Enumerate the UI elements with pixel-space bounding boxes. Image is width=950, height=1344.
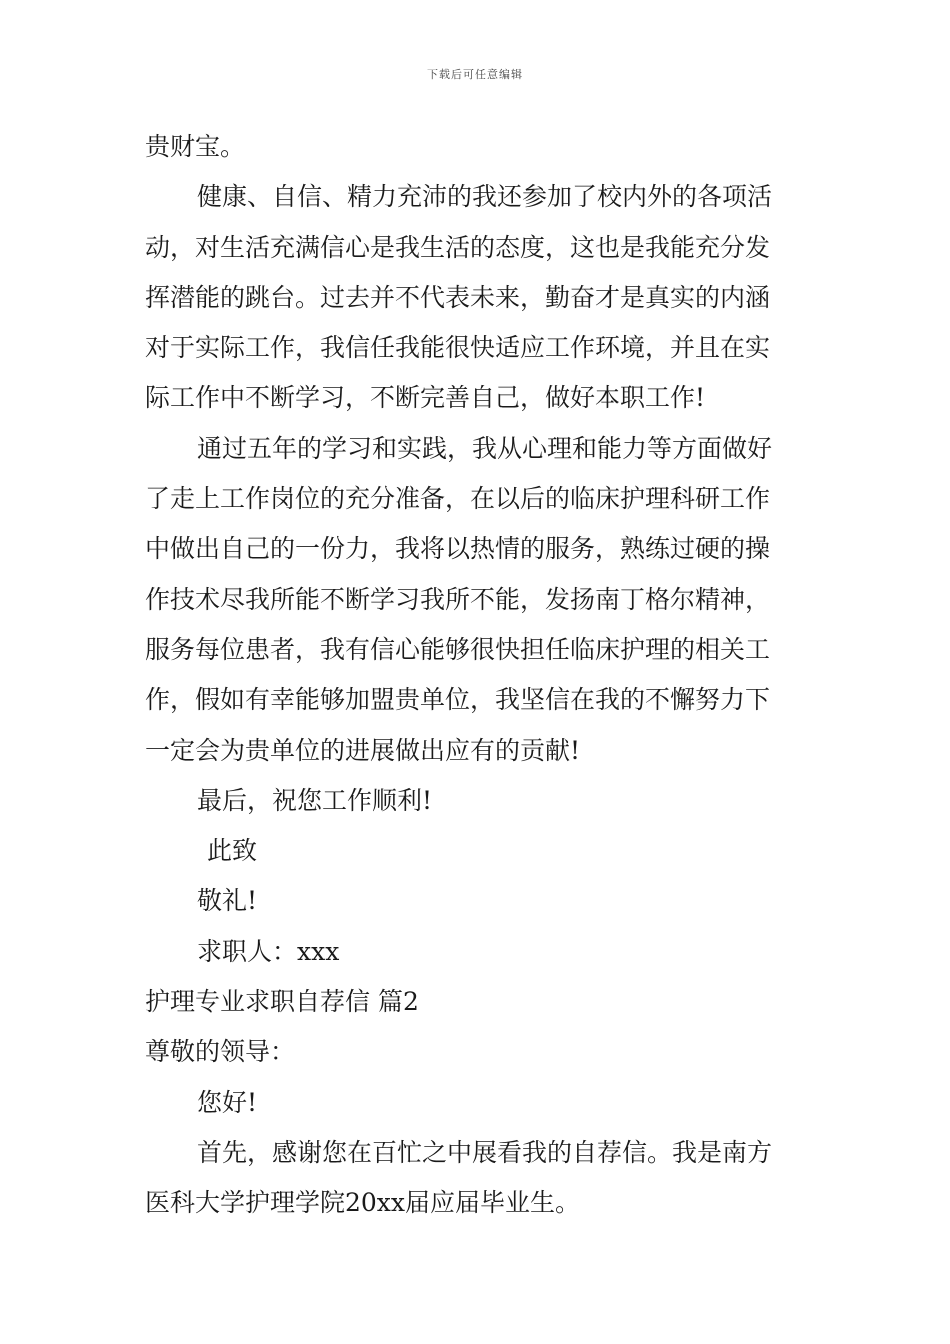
- signature-line: 求职人：xxx: [197, 936, 340, 966]
- paragraph-line: 作，假如有幸能够加盟贵单位，我坚信在我的不懈努力下: [145, 685, 771, 715]
- paragraph-line: 作技术尽我所能不断学习我所不能，发扬南丁格尔精神，: [145, 584, 771, 614]
- paragraph-line: 贵财宝。: [145, 132, 246, 161]
- paragraph-line: 对于实际工作，我信任我能很快适应工作环境，并且在实: [145, 333, 771, 363]
- paragraph-line: 动，对生活充满信心是我生活的态度，这也是我能充分发: [145, 232, 771, 262]
- greeting-line: 尊敬的领导：: [145, 1037, 296, 1067]
- paragraph-line: 一定会为贵单位的进展做出应有的贡献!: [145, 735, 581, 765]
- paragraph-line: 了走上工作岗位的充分准备，在以后的临床护理科研工作: [145, 484, 771, 514]
- greeting-hello: 您好!: [197, 1087, 258, 1117]
- paragraph-line: 医科大学护理学院20xx届应届毕业生。: [145, 1188, 581, 1218]
- paragraph-line: 际工作中不断学习，不断完善自己，做好本职工作!: [145, 383, 706, 413]
- page-header: 下载后可任意编辑: [427, 68, 523, 81]
- paragraph-line: 中做出自己的一份力，我将以热情的服务，熟练过硬的操: [145, 534, 771, 564]
- section-title: 护理专业求职自荐信 篇2: [145, 987, 419, 1017]
- paragraph-line: 健康、自信、精力充沛的我还参加了校内外的各项活: [197, 182, 773, 212]
- paragraph-line: 挥潜能的跳台。过去并不代表未来，勤奋才是真实的内涵: [145, 282, 771, 312]
- salutation-cizhi: 此致: [207, 836, 258, 866]
- salutation-jingli: 敬礼!: [197, 886, 258, 916]
- document-body: [145, 122, 810, 1229]
- paragraph-line: 服务每位患者，我有信心能够很快担任临床护理的相关工: [145, 634, 771, 664]
- paragraph-line: 首先，感谢您在百忙之中展看我的自荐信。我是南方: [197, 1137, 773, 1167]
- paragraph-line: 通过五年的学习和实践，我从心理和能力等方面做好: [197, 433, 773, 463]
- closing-wish: 最后，祝您工作顺利!: [197, 785, 433, 815]
